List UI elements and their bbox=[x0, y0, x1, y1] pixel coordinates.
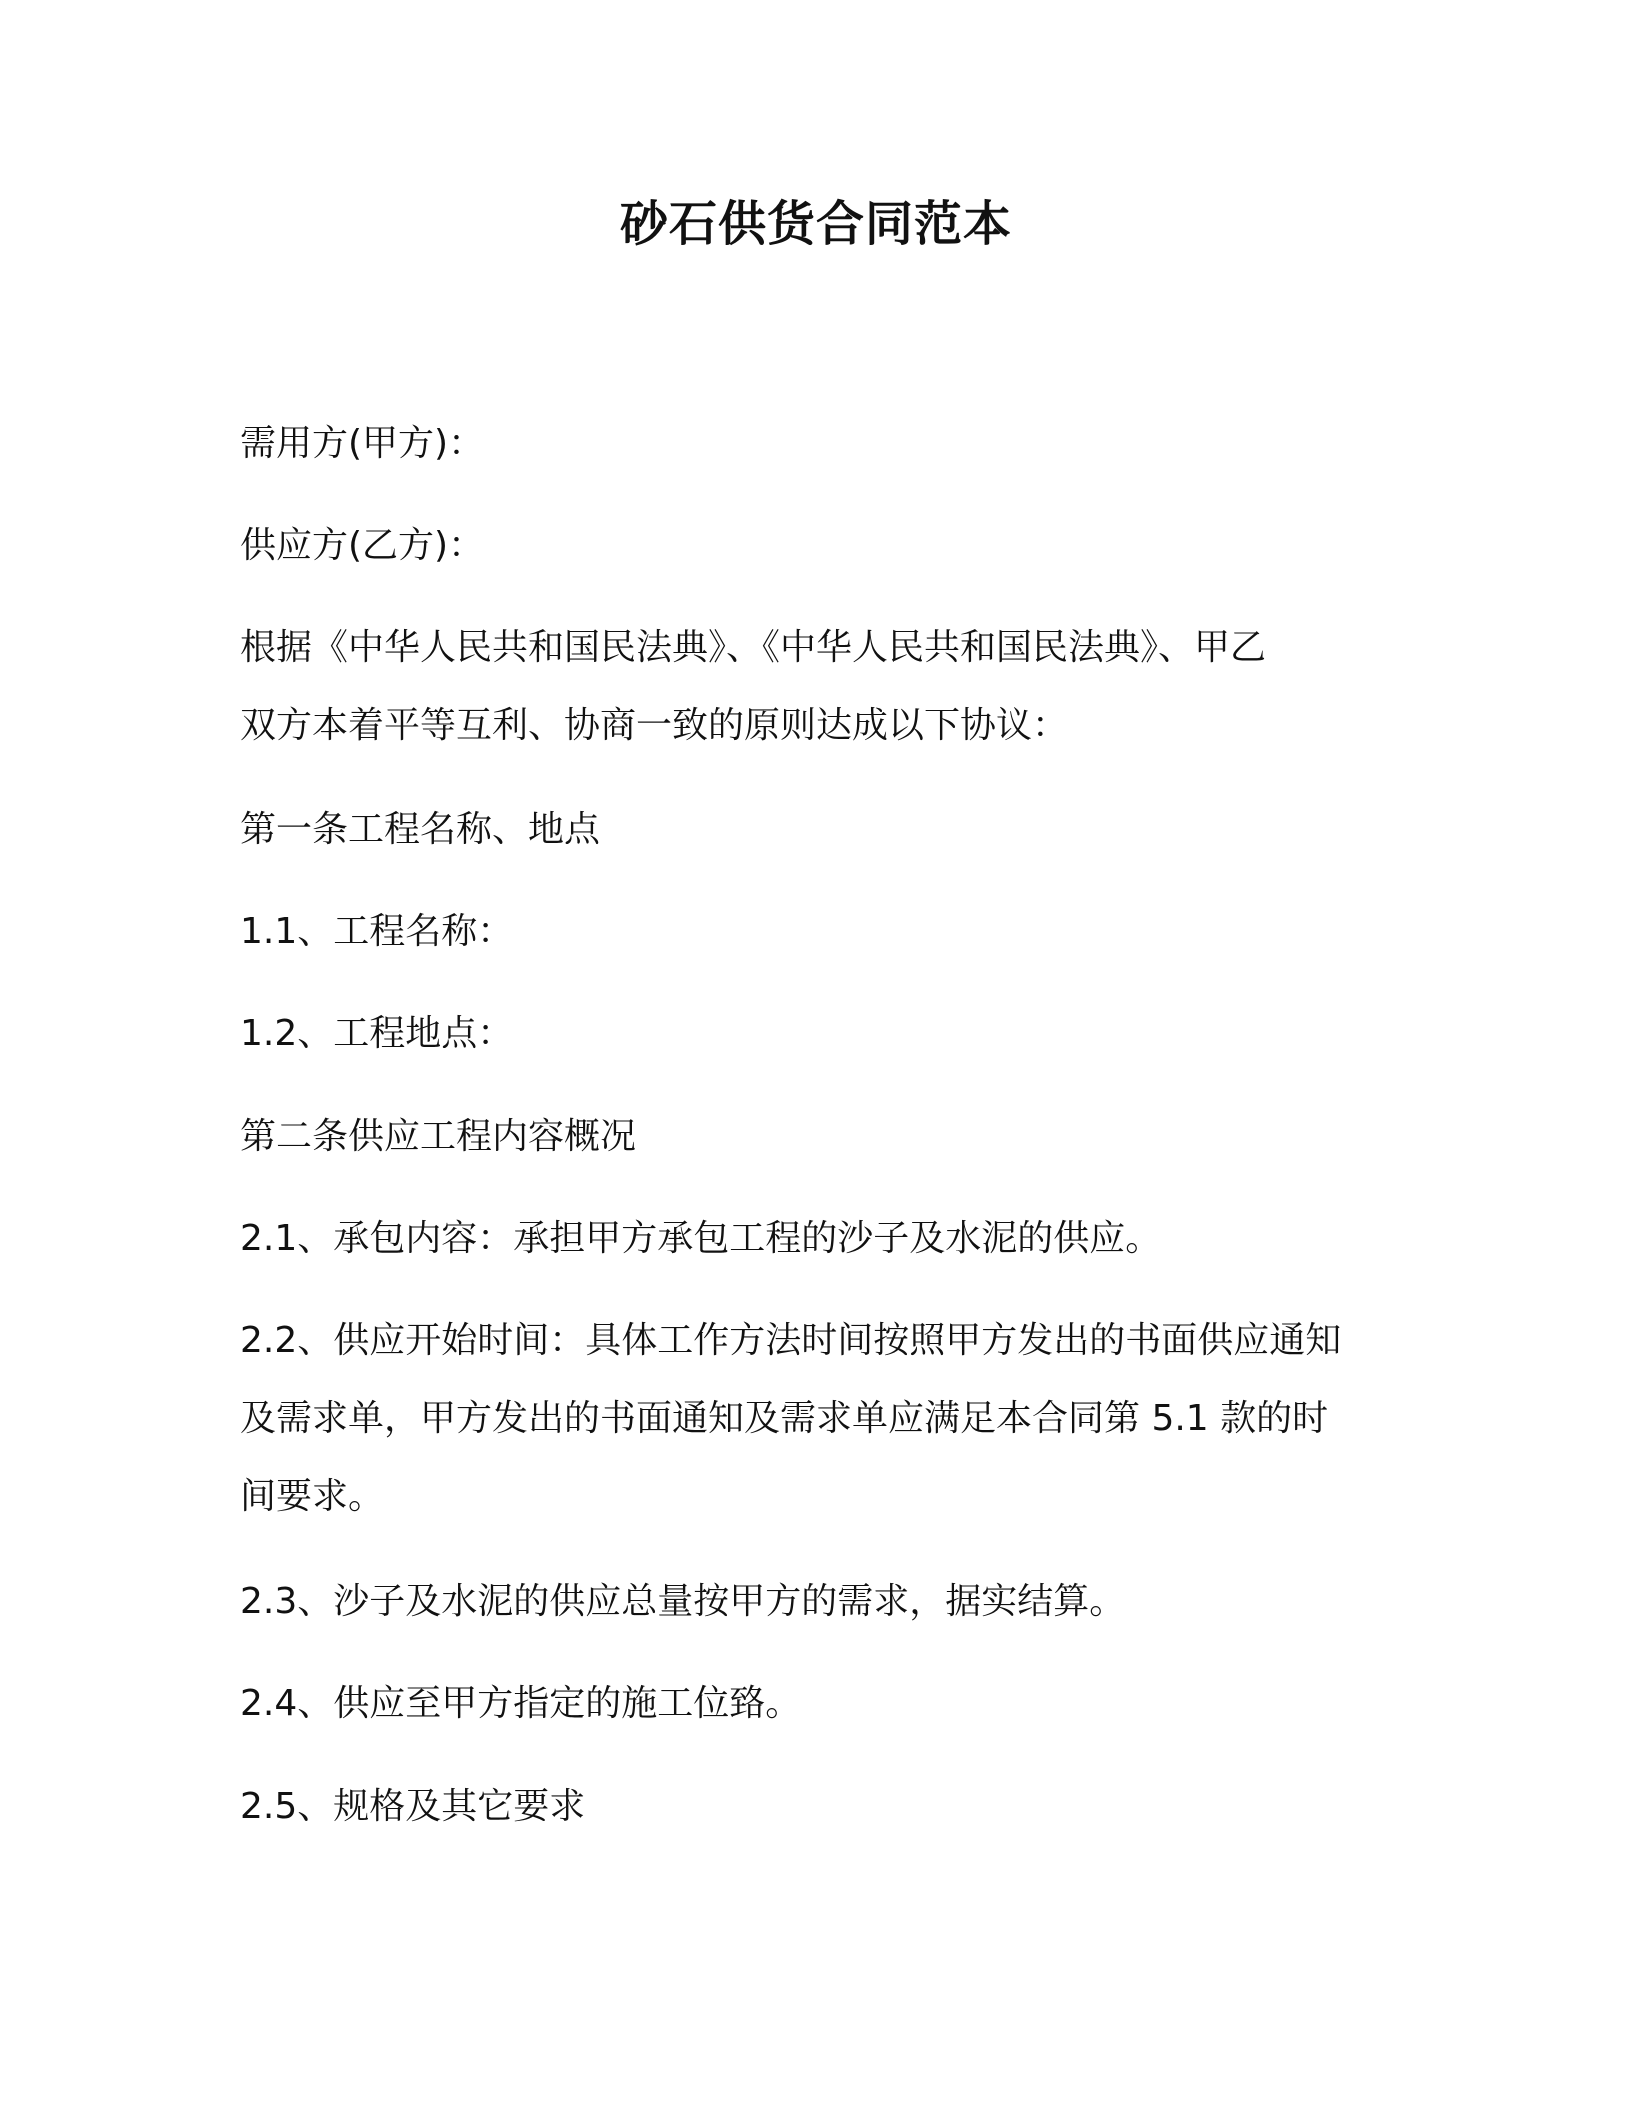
text-line: 需用方(甲方)： bbox=[240, 423, 485, 464]
document-title: 砂石供货合同范本 bbox=[619, 196, 1012, 252]
clause-2-3 bbox=[240, 1563, 1390, 1641]
text-line: 2.5、规格及其它要求 bbox=[240, 1786, 586, 1827]
paragraph-party-b bbox=[240, 507, 1390, 585]
text-line: 供应方(乙方)： bbox=[240, 525, 485, 566]
text-line: 1.2、工程地点： bbox=[240, 1013, 514, 1054]
article-2-heading bbox=[240, 1098, 1390, 1176]
clause-2-5 bbox=[240, 1768, 1390, 1846]
clause-1-1 bbox=[240, 893, 1390, 971]
clause-1-2 bbox=[240, 995, 1390, 1073]
text-line: 1.1、工程名称： bbox=[240, 911, 514, 952]
paragraph-preamble bbox=[240, 609, 1390, 765]
clause-2-1 bbox=[240, 1200, 1390, 1278]
text-line: 第一条工程名称、地点 bbox=[240, 809, 601, 850]
clause-2-2 bbox=[240, 1302, 1390, 1536]
article-1-heading bbox=[240, 791, 1390, 869]
text-line: 2.1、承包内容：承担甲方承包工程的沙子及水泥的供应。 bbox=[240, 1218, 1162, 1259]
text-line: 第二条供应工程内容概况 bbox=[240, 1116, 637, 1157]
text-line: 双方本着平等互利、协商一致的原则达成以下协议： bbox=[240, 705, 1069, 746]
text-line: 2.2、供应开始时间：具体工作方法时间按照甲方发出的书面供应通知 bbox=[240, 1320, 1342, 1361]
text-line: 根据《中华人民共和国民法典》、《中华人民共和国民法典》、甲乙 bbox=[240, 627, 1267, 668]
clause-2-4 bbox=[240, 1665, 1390, 1743]
paragraph-party-a bbox=[240, 405, 1390, 483]
text-line: 及需求单，甲方发出的书面通知及需求单应满足本合同第 5.1 款的时 bbox=[240, 1398, 1329, 1439]
text-line: 间要求。 bbox=[240, 1476, 385, 1517]
text-line: 2.3、沙子及水泥的供应总量按甲方的需求，据实结算。 bbox=[240, 1581, 1126, 1622]
text-line: 2.4、供应至甲方指定的施工位臵。 bbox=[240, 1683, 802, 1724]
